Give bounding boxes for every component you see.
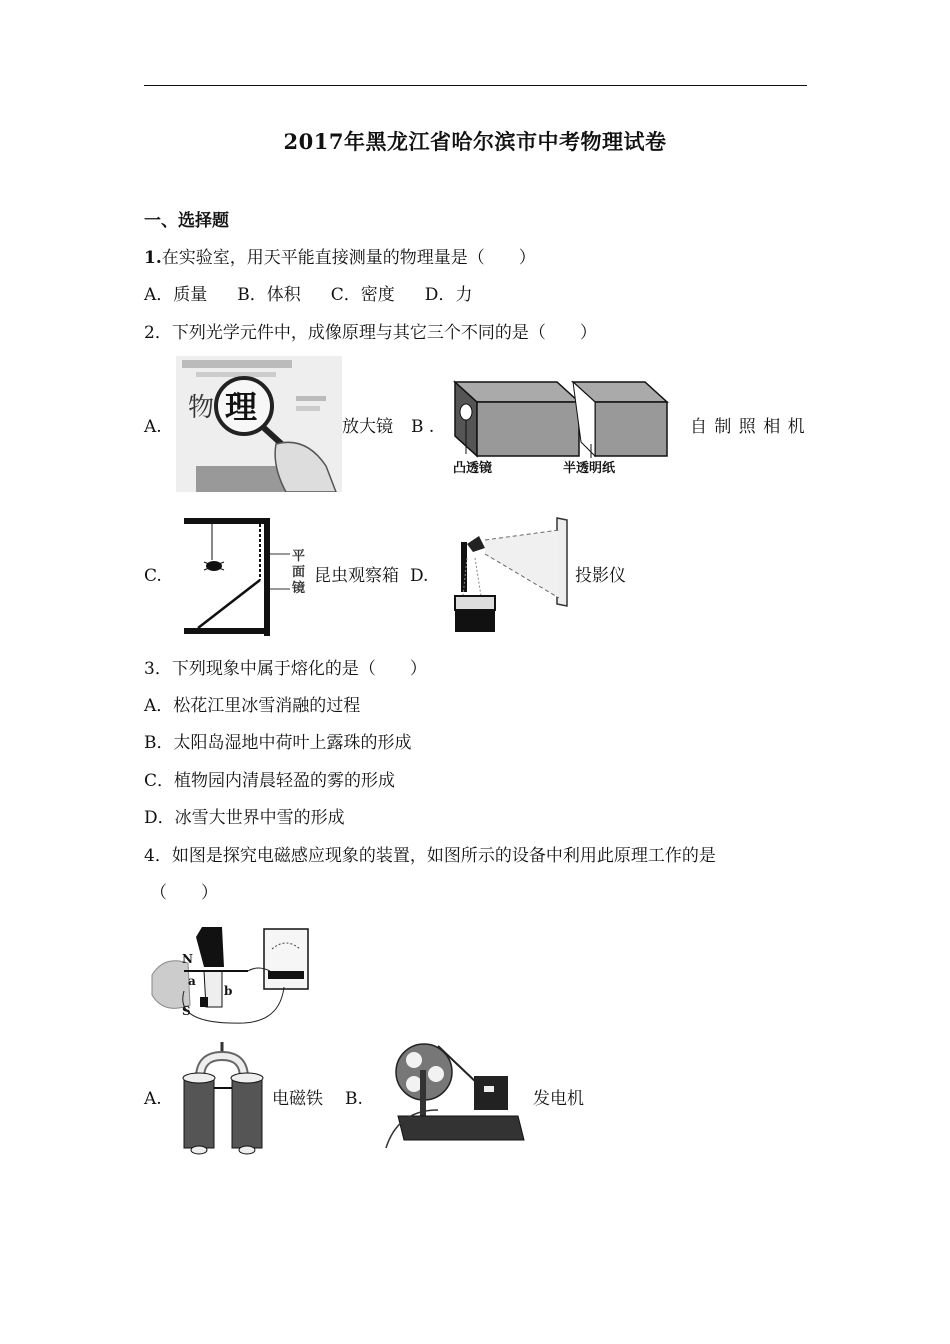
option-key: B .: [411, 417, 435, 437]
svg-text:半透明纸: 半透明纸: [563, 461, 616, 476]
option-text: 力: [455, 285, 473, 305]
option-text: 自 制 照 相 机: [690, 417, 806, 437]
option-key: B.: [345, 1089, 363, 1109]
option-text: 放大镜: [342, 417, 393, 437]
question-number: 4．: [144, 846, 172, 866]
option-text: 植物园内清晨轻盈的雾的形成: [174, 771, 396, 791]
svg-text:b: b: [224, 984, 233, 998]
question-number: 2．: [144, 323, 172, 343]
option-key: D．: [424, 285, 456, 305]
option-text: 密度: [360, 285, 395, 305]
question-4: [144, 845, 716, 867]
projector-figure: [445, 514, 575, 638]
option-text: 发电机: [533, 1089, 584, 1109]
option-key: C．: [330, 285, 361, 305]
option-key: D．: [144, 808, 175, 828]
insect-observation-box-figure: [176, 514, 314, 638]
question-3-option-a: [144, 695, 360, 717]
homemade-camera-figure: [445, 372, 681, 482]
question-3-option-b: [144, 732, 412, 754]
question-3: [144, 658, 427, 680]
question-4-blank: （ ）: [150, 883, 218, 903]
svg-text:理: 理: [225, 388, 258, 426]
option-key: A．: [144, 696, 174, 716]
option-text: 太阳岛湿地中荷叶上露珠的形成: [173, 733, 412, 753]
electromagnet-figure: [176, 1040, 270, 1156]
svg-text:a: a: [188, 974, 196, 988]
svg-text:面: 面: [292, 565, 306, 580]
option-text: 昆虫观察箱: [314, 566, 399, 586]
option-key: C.: [144, 566, 162, 586]
option-key: B．: [237, 285, 267, 305]
option-text: 松花江里冰雪消融的过程: [173, 696, 361, 716]
svg-text:凸透镜: 凸透镜: [453, 461, 493, 476]
question-stem: 下列光学元件中，成像原理与其它三个不同的是（ ）: [171, 323, 597, 343]
option-key: A．: [144, 285, 174, 305]
option-key: A.: [144, 1089, 162, 1109]
option-key: A.: [144, 417, 162, 437]
option-key: B．: [144, 733, 174, 753]
question-3-option-d: [144, 807, 345, 829]
question-stem: 在实验室，用天平能直接测量的物理量是（ ）: [161, 248, 536, 268]
question-stem: 如图是探究电磁感应现象的装置，如图所示的设备中利用此原理工作的是: [171, 846, 716, 866]
question-1-options: [144, 284, 472, 306]
question-stem: 下列现象中属于熔化的是（ ）: [171, 659, 427, 679]
option-key: C．: [144, 771, 175, 791]
svg-text:镜: 镜: [292, 581, 306, 596]
svg-text:平: 平: [292, 549, 306, 564]
section-heading: 一、选择题: [144, 211, 229, 231]
question-1: [144, 247, 536, 269]
option-text: 投影仪: [575, 566, 626, 586]
header-rule: [144, 85, 807, 86]
page-title: 2017年黑龙江省哈尔滨市中考物理试卷: [283, 129, 667, 154]
question-3-option-c: [144, 770, 395, 792]
option-key: D.: [410, 566, 429, 586]
svg-text:N: N: [182, 952, 193, 966]
question-number: 3．: [144, 659, 172, 679]
option-text: 体积: [266, 285, 301, 305]
svg-text:S: S: [182, 1004, 191, 1018]
question-2: [144, 322, 597, 344]
figure-text: 物: [188, 393, 215, 423]
electromagnetic-induction-apparatus-figure: [144, 915, 312, 1027]
magnifying-glass-figure: [176, 356, 342, 492]
option-text: 冰雪大世界中雪的形成: [174, 808, 345, 828]
option-text: 电磁铁: [272, 1089, 323, 1109]
question-number: 1.: [144, 248, 162, 268]
option-text: 质量: [173, 285, 208, 305]
generator-figure: [378, 1040, 528, 1156]
